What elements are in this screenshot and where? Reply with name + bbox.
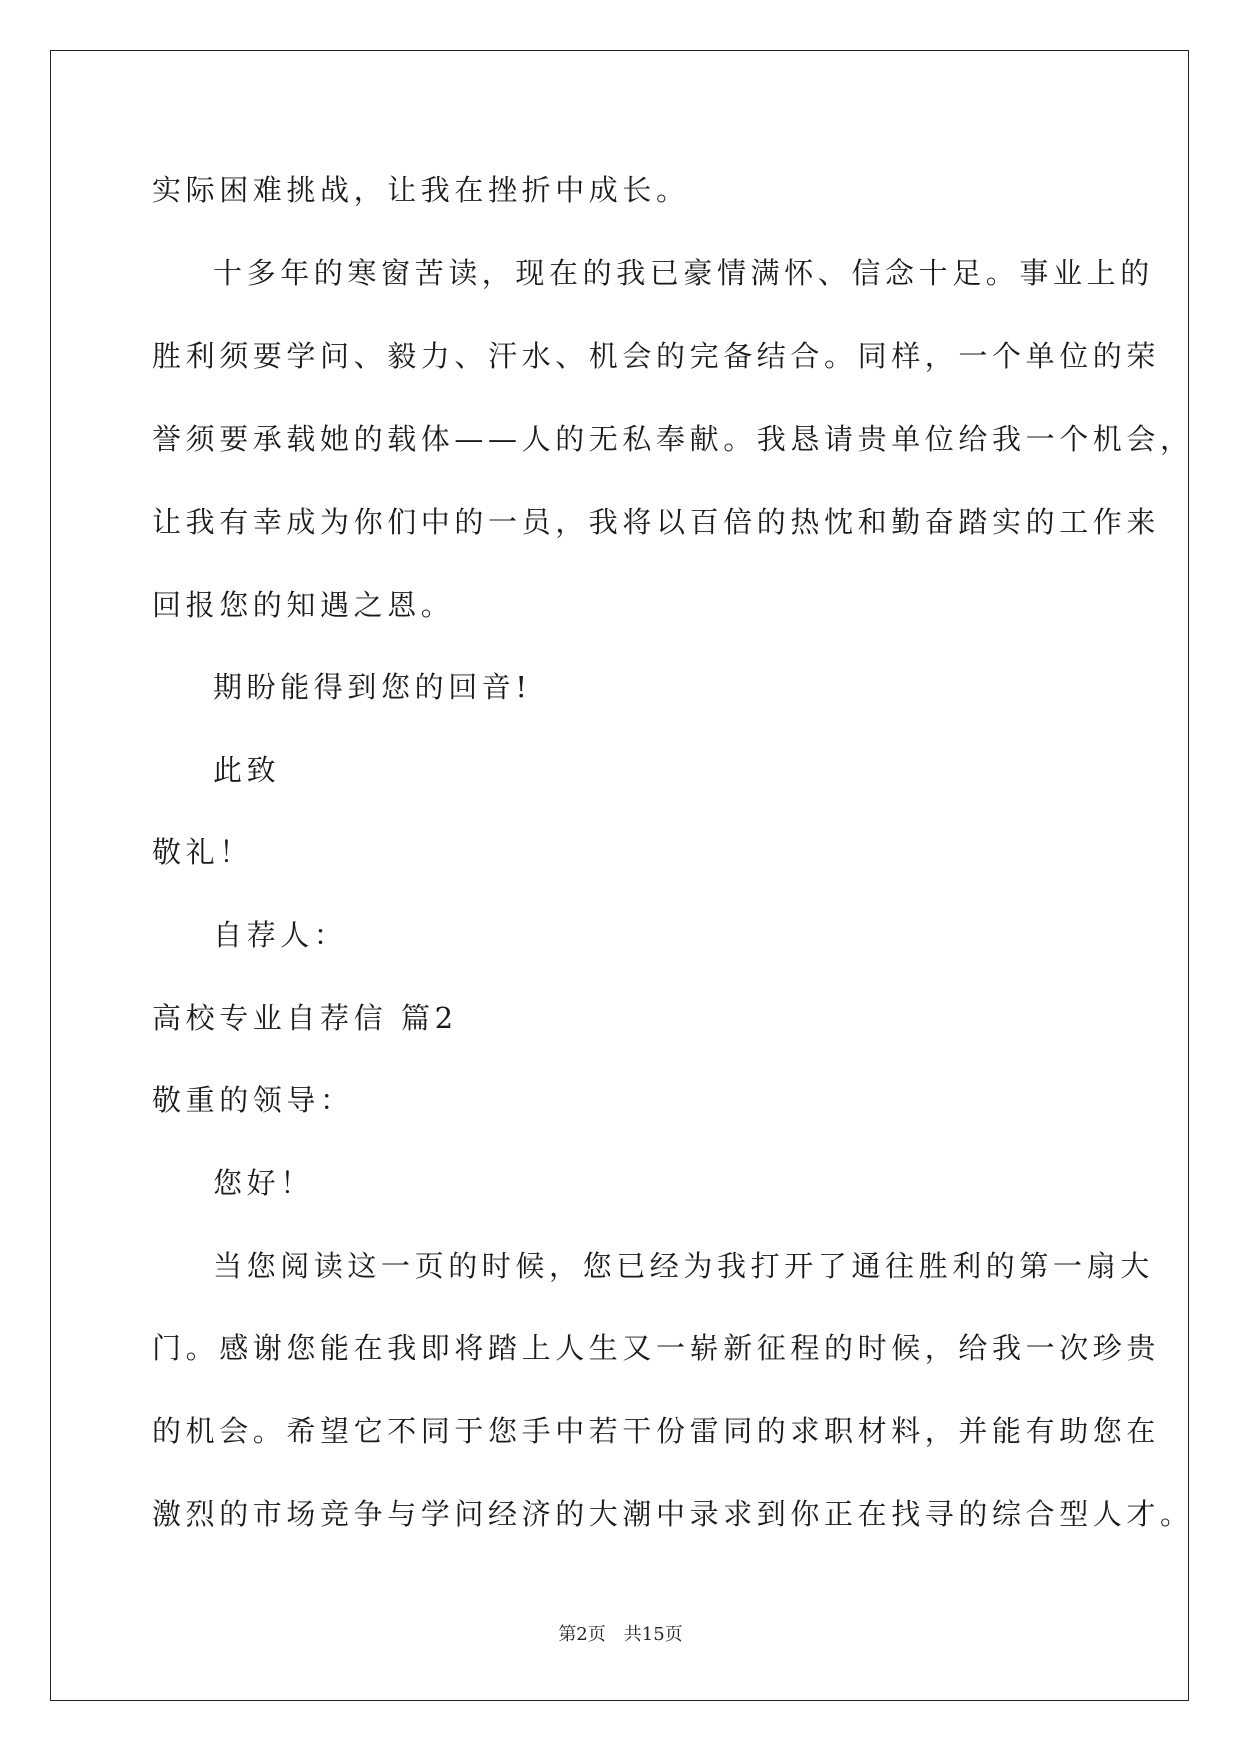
text-line: 回报您的知遇之恩。 (152, 588, 455, 622)
text-line: 敬礼！ (152, 835, 253, 869)
text-line: 当您阅读这一页的时候，您已经为我打开了通往胜利的第一扇大 (213, 1249, 1154, 1283)
page-number: 第2页 (558, 1624, 606, 1645)
text-line: 胜利须要学问、毅力、汗水、机会的完备结合。同样，一个单位的荣 (152, 339, 1161, 373)
text-line: 敬重的领导： (152, 1083, 354, 1117)
page-total: 共15页 (623, 1624, 683, 1645)
section-heading: 高校专业自荐信 篇2 (152, 1001, 458, 1035)
text-line: 誉须要承载她的载体——人的无私奉献。我恳请贵单位给我一个机会， (152, 422, 1194, 456)
text-line: 让我有幸成为你们中的一员，我将以百倍的热忱和勤奋踏实的工作来 (152, 505, 1161, 539)
text-line: 的机会。希望它不同于您手中若干份雷同的求职材料，并能有助您在 (152, 1414, 1161, 1448)
text-line: 您好！ (213, 1166, 314, 1200)
text-line: 期盼能得到您的回音! (213, 670, 532, 704)
text-line: 实际困难挑战，让我在挫折中成长。 (152, 173, 690, 207)
text-line: 激烈的市场竞争与学问经济的大潮中录求到你正在找寻的综合型人才。 (152, 1497, 1194, 1531)
text-line: 此致 (213, 753, 281, 787)
page-footer (0, 1620, 1241, 1646)
text-line: 门。感谢您能在我即将踏上人生又一崭新征程的时候，给我一次珍贵 (152, 1331, 1161, 1365)
text-line: 十多年的寒窗苦读，现在的我已豪情满怀、信念十足。事业上的 (213, 256, 1154, 290)
page-border (50, 50, 1189, 1701)
text-line: 自荐人： (213, 918, 348, 952)
